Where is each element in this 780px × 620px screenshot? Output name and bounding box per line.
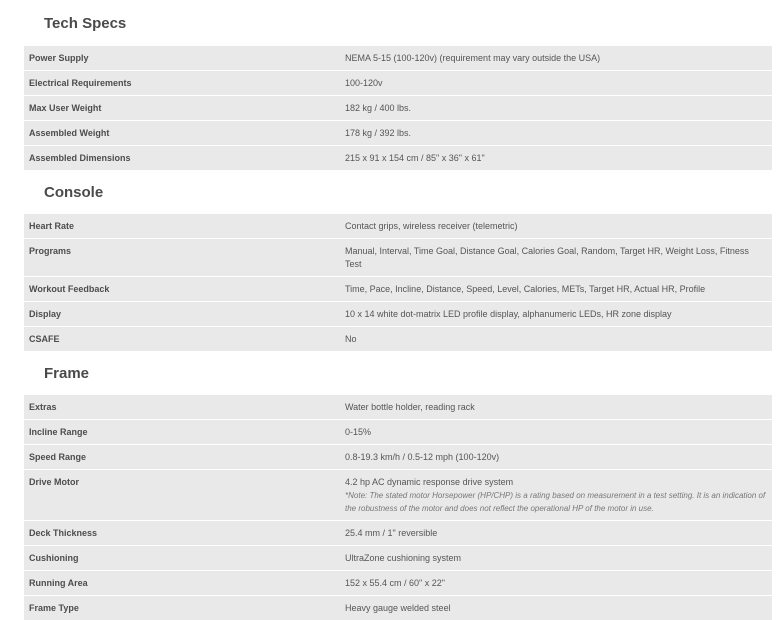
- spec-label: CSAFE: [24, 327, 345, 352]
- spec-row: [24, 45, 772, 71]
- spec-row: [24, 213, 772, 239]
- spec-row: [24, 445, 772, 470]
- spec-label: Power Supply: [24, 45, 345, 71]
- spec-row: [24, 596, 772, 620]
- spec-table-frame: [24, 393, 772, 620]
- spec-value: 100-120v: [345, 71, 772, 96]
- spec-label: Electrical Requirements: [24, 71, 345, 96]
- spec-label: Running Area: [24, 571, 345, 596]
- spec-row: [24, 571, 772, 596]
- spec-table-tech-specs: [24, 44, 772, 170]
- section-title-console: Console: [0, 170, 780, 212]
- spec-value: 0-15%: [345, 420, 772, 445]
- spec-value: 178 kg / 392 lbs.: [345, 121, 772, 146]
- spec-value: Water bottle holder, reading rack: [345, 394, 772, 420]
- spec-label: Extras: [24, 394, 345, 420]
- spec-value: Manual, Interval, Time Goal, Distance Goal, Calories Goal, Random, Target HR, Weight Loss, Fitness Test: [345, 239, 772, 277]
- spec-row: [24, 420, 772, 445]
- spec-value: 4.2 hp AC dynamic response drive system: [345, 477, 513, 487]
- spec-label: Deck Thickness: [24, 521, 345, 546]
- spec-row: [24, 277, 772, 302]
- spec-value: UltraZone cushioning system: [345, 546, 772, 571]
- spec-label: Cushioning: [24, 546, 345, 571]
- spec-row: [24, 470, 772, 521]
- spec-row: [24, 394, 772, 420]
- spec-row: [24, 71, 772, 96]
- spec-label: Programs: [24, 239, 345, 277]
- spec-label: Max User Weight: [24, 96, 345, 121]
- spec-table-console: [24, 212, 772, 351]
- motor-note: *Note: The stated motor Horsepower (HP/CHP) is a rating based on measurement in a test setting. It is an indication of the robustness of the motor and does not reflect the operational HP of the motor in use.: [345, 489, 766, 515]
- spec-label: Frame Type: [24, 596, 345, 620]
- spec-value: 0.8-19.3 km/h / 0.5-12 mph (100-120v): [345, 445, 772, 470]
- spec-label: Assembled Dimensions: [24, 146, 345, 171]
- spec-value: Heavy gauge welded steel: [345, 596, 772, 620]
- spec-row: [24, 546, 772, 571]
- spec-row: [24, 96, 772, 121]
- spec-row: [24, 239, 772, 277]
- spec-row: [24, 327, 772, 352]
- spec-row: [24, 146, 772, 171]
- spec-row: [24, 121, 772, 146]
- spec-label: Speed Range: [24, 445, 345, 470]
- spec-value-with-note: [345, 470, 772, 521]
- spec-row: [24, 302, 772, 327]
- spec-value: Contact grips, wireless receiver (telemetric): [345, 213, 772, 239]
- spec-label: Heart Rate: [24, 213, 345, 239]
- spec-value: NEMA 5-15 (100-120v) (requirement may vary outside the USA): [345, 45, 772, 71]
- spec-label: Workout Feedback: [24, 277, 345, 302]
- spec-label: Drive Motor: [24, 470, 345, 521]
- spec-label: Incline Range: [24, 420, 345, 445]
- section-title-tech-specs: Tech Specs: [0, 0, 780, 44]
- spec-value: No: [345, 327, 772, 352]
- spec-value: 10 x 14 white dot-matrix LED profile display, alphanumeric LEDs, HR zone display: [345, 302, 772, 327]
- spec-value: 215 x 91 x 154 cm / 85" x 36" x 61": [345, 146, 772, 171]
- spec-value: 152 x 55.4 cm / 60" x 22": [345, 571, 772, 596]
- spec-value: 25.4 mm / 1" reversible: [345, 521, 772, 546]
- spec-value: Time, Pace, Incline, Distance, Speed, Level, Calories, METs, Target HR, Actual HR, Profile: [345, 277, 772, 302]
- section-title-frame: Frame: [0, 351, 780, 393]
- spec-row: [24, 521, 772, 546]
- spec-label: Display: [24, 302, 345, 327]
- spec-label: Assembled Weight: [24, 121, 345, 146]
- spec-value: 182 kg / 400 lbs.: [345, 96, 772, 121]
